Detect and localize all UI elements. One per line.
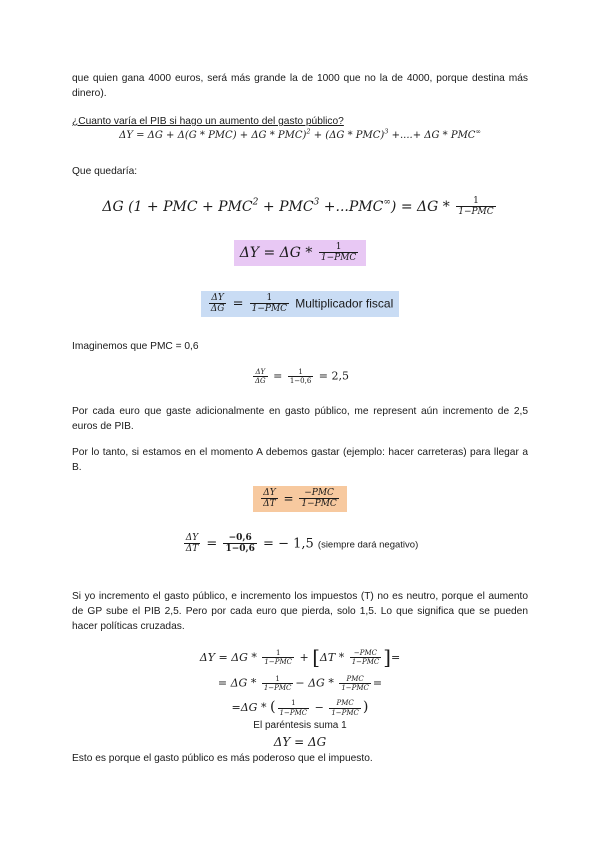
intro-paragraph: que quien gana 4000 euros, será más grande la de 1000 que no la de 4000, porque destina más dinero).: [72, 73, 528, 99]
question-heading: ¿Cuanto varía el PIB si hago un aumento del gasto público?: [72, 116, 344, 127]
formula-example: $\frac{\Delta Y}{\Delta G}$ = $\frac{1}{1-0,6}$ = 2,5: [254, 368, 350, 386]
formula-sum: ΔG (1 + PMC + $PMC^2 + PMC^3 +...PMC^\infty) = \Delta G$ * $\frac{1}{\text{1−PMC}}$: [102, 196, 494, 218]
derivation-line-1: ΔY = ΔG * $\frac{1}{\text{1−PMC}}$ + [ΔT * $\frac{\text{−PMC}}{\text{1−PMC}}$ ]=: [199, 646, 401, 669]
derivation-line-2: = ΔG * $\frac{1}{\text{1−PMC}}$ − ΔG * $\frac{\text{PMC}}{\text{1−PMC}}$ =: [217, 675, 383, 693]
conclusion-paragraph: Esto es porque el gasto público es más poderoso que el impuesto.: [72, 753, 373, 764]
imaginemos-text: Imaginemos que PMC = 0,6: [72, 341, 199, 352]
siempre-negativo-note: (siempre dará negativo): [317, 539, 419, 551]
formula-series: ΔY = ΔG + Δ(G * PMC) + ΔG * PMC)$^2$ + (ΔG * PMC)$^3$ +....+ ΔG * PMC∞: [119, 127, 481, 141]
que-quedaria-text: Que quedaría:: [72, 166, 138, 177]
paragraph-si-yo-incremento: Si yo incremento el gasto público, e incremento los impuestos (T) no es neutro, porque el aumento de GP sube el PIB 2,5. Pero por cada euro que pierda, solo 1,5. Lo que significa que se pueden hacer políticas cruzadas.: [72, 591, 528, 632]
formula-tax-example: $\frac{\Delta Y}{\Delta T}$ = $\frac{-0,6}{1-0,6}$ = − 1,5 (siempre dará negativo): [185, 533, 419, 555]
derivation-line-3: =ΔG * ( $\frac{1}{\text{1−PMC}}$ − $\frac{\text{PMC}}{\text{1−PMC}}$ ): [231, 699, 369, 717]
multiplicador-fiscal-label: Multiplicador fiscal: [295, 296, 394, 311]
formula-fiscal-multiplier: $\frac{\Delta Y}{\Delta G}$ = $\frac{1}{\text{1−PMC}}$ Multiplicador fiscal: [0, 291, 600, 317]
paragraph-por-lo-tanto: Por lo tanto, si estamos en el momento A debemos gastar (ejemplo: hacer carreteras) para llegar a B.: [72, 447, 528, 473]
derivation-final: ΔY = ΔG: [273, 735, 327, 749]
parentesis-note: El paréntesis suma 1: [253, 720, 347, 731]
paragraph-por-cada-euro: Por cada euro que gaste adicionalmente en gasto público, me represent aún incremento de 2,5 euros de PIB.: [72, 406, 528, 432]
formula-tax-multiplier: $\frac{\Delta Y}{\Delta T}$ = $\frac{\text{−PMC}}{\text{1−PMC}}$: [0, 486, 600, 512]
formula-multiplier-box: ΔY = ΔG * $\frac{1}{\text{1−PMC}}$: [0, 240, 600, 266]
